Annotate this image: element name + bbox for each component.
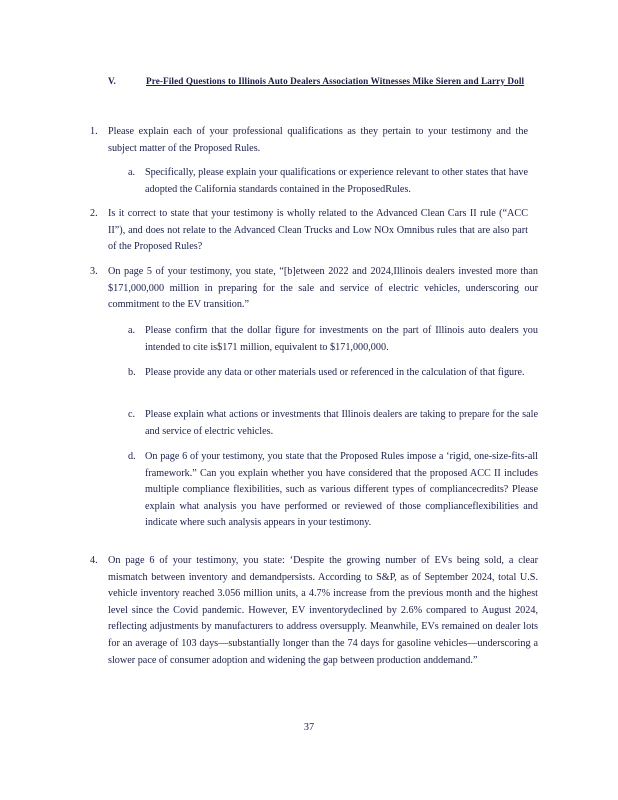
sub-question-text: Please explain what actions or investments that Illinois dealers are taking to prepare for the sale and service of electric vehicles. <box>145 409 538 437</box>
sub-question <box>128 449 538 532</box>
sub-question <box>128 165 528 198</box>
question-item <box>90 124 528 157</box>
section-number: V. <box>108 76 116 86</box>
sub-question-text: Please confirm that the dollar figure for investments on the part of Illinois auto dealers you intended to cite is$171 million, equivalent to $171,000,000. <box>145 325 538 353</box>
sub-question-letter: c. <box>128 409 136 420</box>
sub-question-letter: a. <box>128 325 136 336</box>
sub-question <box>128 407 538 440</box>
question-number: 3. <box>90 266 98 277</box>
sub-question-text: Please provide any data or other materials used or referenced in the calculation of that figure. <box>145 367 525 378</box>
question-item <box>90 264 538 314</box>
question-text: Is it correct to state that your testimony is wholly related to the Advanced Clean Cars II rule (“ACC II”), and does not relate to the Advanced Clean Trucks and Low NOx Omnibus rules that are also part of the Proposed Rules? <box>108 208 528 253</box>
sub-question-letter: d. <box>128 451 136 462</box>
question-item <box>90 206 528 256</box>
question-number: 2. <box>90 208 98 219</box>
question-item <box>90 553 538 669</box>
sub-question-text: Specifically, please explain your qualifications or experience relevant to other states that have adopted the California standards contained in the ProposedRules. <box>145 167 528 195</box>
question-number: 4. <box>90 555 98 566</box>
sub-question <box>128 323 538 356</box>
sub-question-letter: b. <box>128 367 136 378</box>
question-text: Please explain each of your professional qualifications as they pertain to your testimony and the subject matter of the Proposed Rules. <box>108 126 528 154</box>
question-text: On page 6 of your testimony, you state: ‘Despite the growing number of EVs being sold, a clear mismatch between inventory and demandpersists. According to S&P, as of September 2024, total U.S. vehicle inventory reached 3.056 million units, a 4.7% increase from the previous month and the highest level since the Covid pandemic. However, EV inventorydeclined by 2.6% compared to August 2024, reflecting adjustments by manufacturers to address oversupply. Meanwhile, EVs remained on dealer lots for an average of 103 days—substantially longer than the 74 days for gasoline vehicles—underscoring a slower pace of consumer adoption and widening the gap between production anddemand.” <box>108 555 538 666</box>
sub-question <box>128 365 538 382</box>
question-number: 1. <box>90 126 98 137</box>
sub-question-text: On page 6 of your testimony, you state that the Proposed Rules impose a ‘rigid, one-size-fits-all framework.” Can you explain whether you have considered that the proposed ACC II includes multiple compliance flexibilities, such as various different types of compliancecredits? Please explain what analysis you have performed or reviewed of those complianceflexibilities and indicate where such analysis appears in your testimony. <box>145 451 538 529</box>
question-text: On page 5 of your testimony, you state, “[b]etween 2022 and 2024,Illinois dealers invested more than $171,000,000 million in preparing for the sale and service of electric vehicles, underscoring our commitment to the EV transition.” <box>108 266 538 311</box>
sub-question-letter: a. <box>128 167 136 178</box>
section-title: Pre-Filed Questions to Illinois Auto Dealers Association Witnesses Mike Sieren and Larry Doll <box>146 76 525 86</box>
page-number: 37 <box>303 722 315 733</box>
